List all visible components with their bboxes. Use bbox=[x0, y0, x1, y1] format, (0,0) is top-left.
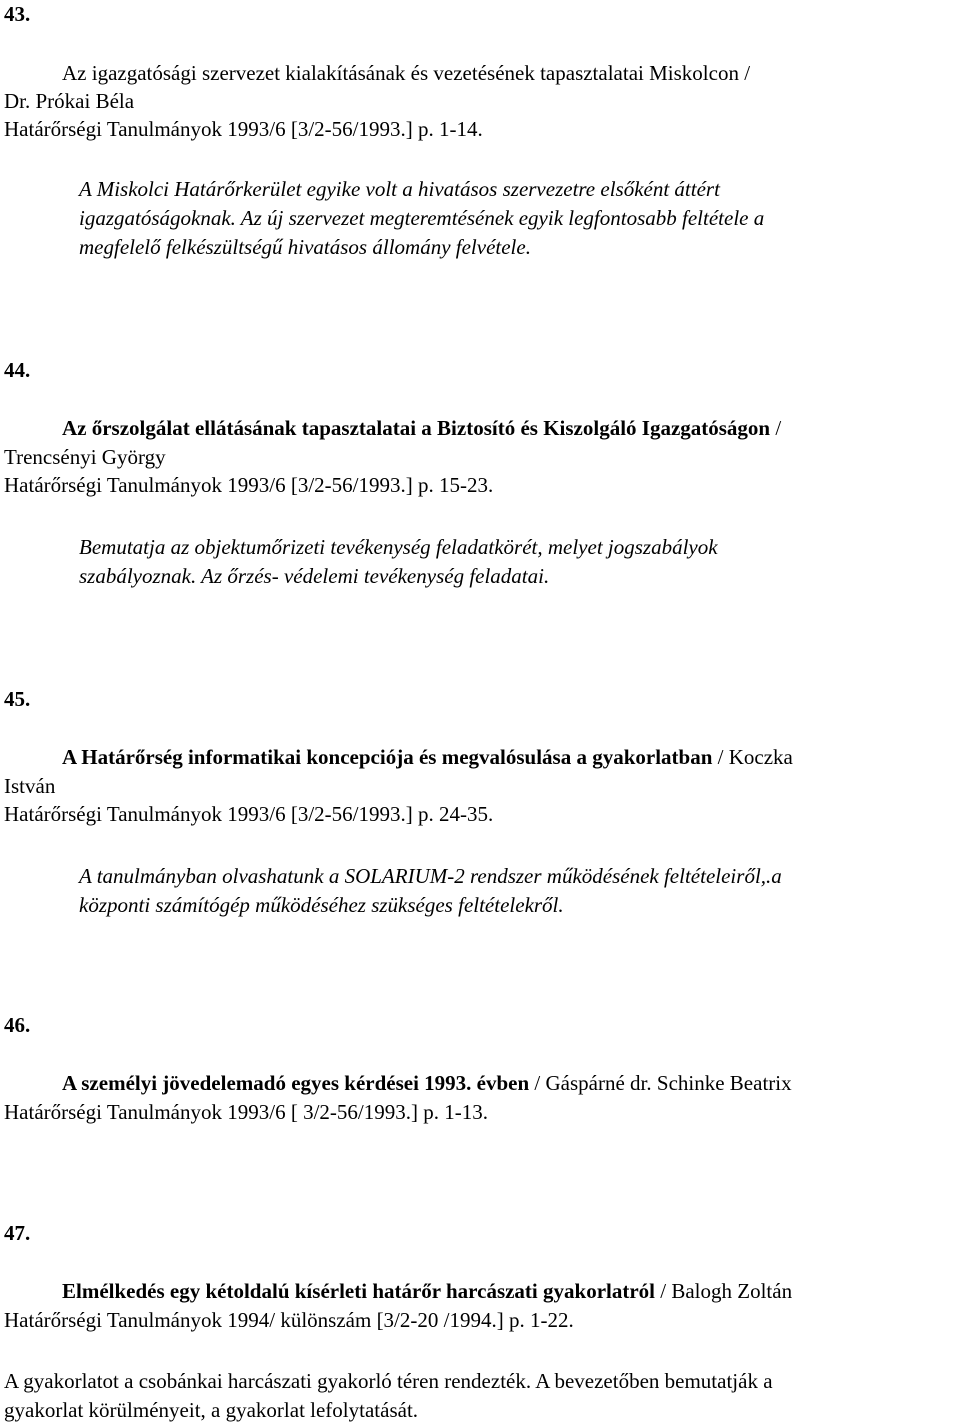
entry-source: Határőrségi Tanulmányok 1993/6 [ 3/2-56/1993.] p. 1-13. bbox=[4, 1100, 488, 1124]
entry-source: Határőrségi Tanulmányok 1993/6 [3/2-56/1993.] p. 1-14. bbox=[4, 117, 483, 141]
entry-source: Határőrségi Tanulmányok 1993/6 [3/2-56/1993.] p. 24-35. bbox=[4, 802, 494, 826]
entry-author: István bbox=[4, 774, 56, 798]
entry-abstract-line: A gyakorlatot a csobánkai harcászati gyakorló téren rendezték. A bevezetőben bemutatják a bbox=[4, 1369, 773, 1393]
entry-title: A Határőrség informatikai koncepciója és megvalósulása a gyakorlatban bbox=[62, 745, 713, 769]
entry-number: 43. bbox=[4, 2, 31, 26]
entry-abstract-line: A Miskolci Határőrkerület egyike volt a hivatásos szervezetre elsőként áttért bbox=[79, 177, 720, 201]
entry-title-tail: / Koczka bbox=[712, 745, 793, 769]
entry-abstract-line: igazgatóságoknak. Az új szervezet megteremtésének egyik legfontosabb feltétele a bbox=[79, 206, 765, 230]
entry-title: A személyi jövedelemadó egyes kérdései 1993. évben bbox=[62, 1071, 530, 1095]
entry-title-tail: / bbox=[770, 416, 782, 440]
entry-title: Elmélkedés egy kétoldalú kísérleti határőr harcászati gyakorlatról bbox=[62, 1279, 655, 1303]
entry-abstract-line: Bemutatja az objektumőrizeti tevékenység feladatkörét, melyet jogszabályok bbox=[79, 535, 718, 559]
entry-title: Az őrszolgálat ellátásának tapasztalatai a Biztosító és Kiszolgáló Igazgatóságon bbox=[62, 416, 771, 440]
entry-abstract-line: megfelelő felkészültségű hivatásos állomány felvétele. bbox=[79, 235, 531, 259]
entry-number: 47. bbox=[4, 1221, 31, 1245]
entry-title-line bbox=[62, 745, 793, 769]
entry-title-tail: / Gáspárné dr. Schinke Beatrix bbox=[529, 1071, 792, 1095]
entry-title-tail: / Balogh Zoltán bbox=[655, 1279, 793, 1303]
entry-source: Határőrségi Tanulmányok 1993/6 [3/2-56/1993.] p. 15-23. bbox=[4, 473, 494, 497]
entry-abstract-line: szabályoznak. Az őrzés- védelemi tevékenység feladatai. bbox=[79, 564, 550, 588]
entry-source: Határőrségi Tanulmányok 1994/ különszám [3/2-20 /1994.] p. 1-22. bbox=[4, 1308, 574, 1332]
entry-title-line bbox=[62, 416, 781, 440]
entry-abstract-line: központi számítógép működéséhez szükséges feltételekről. bbox=[79, 893, 564, 917]
entry-abstract-line: A tanulmányban olvashatunk a SOLARIUM-2 rendszer működésének feltételeiről,.a bbox=[79, 864, 782, 888]
entry-author: Dr. Prókai Béla bbox=[4, 89, 135, 113]
entry-title-line bbox=[62, 1279, 792, 1303]
entry-title: Az igazgatósági szervezet kialakításának és vezetésének tapasztalatai Miskolcon / bbox=[62, 61, 751, 85]
entry-number: 45. bbox=[4, 687, 31, 711]
entry-number: 46. bbox=[4, 1013, 31, 1037]
entry-abstract-line: gyakorlat körülményeit, a gyakorlat lefolytatását. bbox=[4, 1398, 419, 1422]
entry-author: Trencsényi György bbox=[4, 445, 166, 469]
entry-number: 44. bbox=[4, 358, 31, 382]
entry-title-line bbox=[62, 1071, 792, 1095]
